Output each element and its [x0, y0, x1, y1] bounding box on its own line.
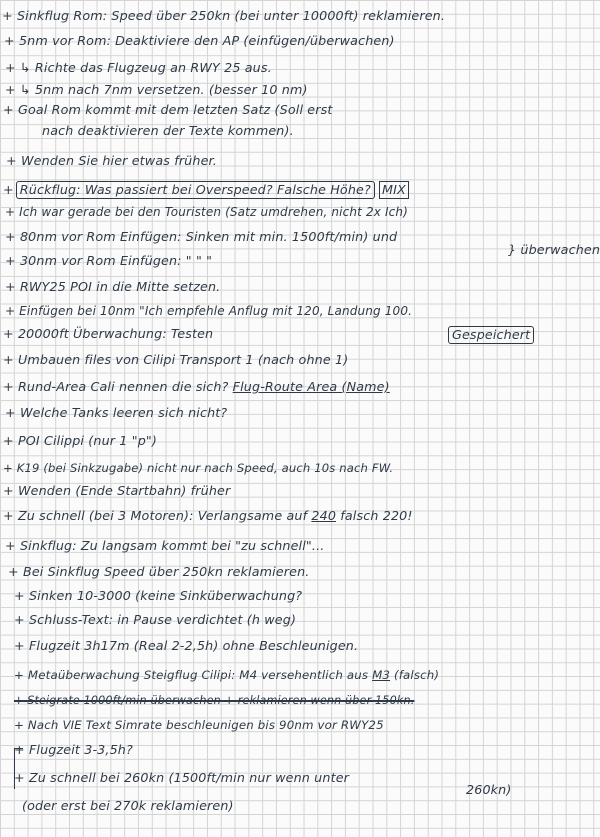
note-line-brace: } überwachen [508, 242, 600, 257]
speed-240: 240 [311, 508, 337, 523]
note-line-boxed: + Rückflug: Was passiert bei Overspeed? Falsche Höhe? MIX [3, 181, 600, 199]
note-line: + Rund-Area Cali nennen die sich? Flug-Route Area (Name) [3, 379, 390, 394]
flug-route-area: Flug-Route Area (Name) [232, 379, 390, 394]
note-line: + POI Cilippi (nur 1 "p") [3, 433, 157, 448]
note-line: + Schluss-Text: in Pause verdichtet (h weg) [14, 612, 297, 627]
note-line: 260kn) [466, 782, 512, 797]
note-line: + ↳ 5nm nach 7nm versetzen. (besser 10 nm) [5, 82, 308, 97]
note-line: + Zu schnell bei 260kn (1500ft/min nur wenn unter [14, 770, 350, 785]
note-line: + Ich war gerade bei den Touristen (Satz umdrehen, nicht 2x Ich) [5, 205, 408, 219]
note-line: + Nach VIE Text Simrate beschleunigen bis 90nm vor RWY25 [14, 718, 384, 732]
gespeichert-box: Gespeichert [448, 326, 534, 344]
note-line: + 80nm vor Rom Einfügen: Sinken mit min. 1500ft/min) und [5, 229, 398, 244]
note-line: + Metaüberwachung Steigflug Cilipi: M4 versehentlich aus M3 (falsch) [14, 668, 440, 682]
note-line-boxed [448, 326, 600, 344]
note-line: + Flugzeit 3h17m (Real 2-2,5h) ohne Beschleunigen. [14, 638, 359, 653]
mix-box: MIX [379, 181, 409, 199]
note-line: + Bei Sinkflug Speed über 250kn reklamieren. [8, 564, 310, 579]
note-line: + 30nm vor Rom Einfügen: " " " [5, 253, 213, 268]
note-line: + Sinkflug Rom: Speed über 250kn (bei unter 10000ft) reklamieren. [2, 8, 446, 23]
note-line: + Wenden (Ende Startbahn) früher [3, 483, 231, 498]
note-line: + ↳ Richte das Flugzeug an RWY 25 aus. [5, 60, 272, 75]
note-line: + Sinken 10-3000 (keine Sinküberwachung? [14, 588, 303, 603]
note-line: + Flugzeit 3-3,5h? [14, 742, 133, 757]
note-line: + Welche Tanks leeren sich nicht? [5, 405, 228, 420]
note-line: + Goal Rom kommt mit dem letzten Satz (Soll erst [3, 102, 333, 117]
note-line: + K19 (bei Sinkzugabe) nicht nur nach Speed, auch 10s nach FW. [3, 461, 394, 475]
note-line-struck: + Steigrate 1000ft/min überwachen + reklamieren wenn über 150kn. [14, 694, 415, 707]
note-line: (oder erst bei 270k reklamieren) [22, 798, 234, 813]
note-line: + 20000ft Überwachung: Testen [3, 326, 214, 341]
note-line: nach deaktivieren der Texte kommen). [42, 123, 294, 138]
note-line: + Sinkflug: Zu langsam kommt bei "zu schnell"... [5, 538, 325, 553]
falsch-220: falsch 220! [340, 508, 413, 523]
rueckflug-box: Rückflug: Was passiert bei Overspeed? Falsche Höhe? [16, 181, 375, 199]
bracket-mark [14, 748, 23, 789]
note-line: + Umbauen files von Cilipi Transport 1 (nach ohne 1) [3, 352, 349, 367]
note-line: + 5nm vor Rom: Deaktiviere den AP (einfügen/überwachen) [4, 33, 395, 48]
note-line: + Zu schnell (bei 3 Motoren): Verlangsame auf 240 falsch 220! [3, 508, 413, 523]
note-line: + Wenden Sie hier etwas früher. [6, 153, 217, 168]
m3-value: M3 [372, 668, 391, 682]
note-line: + RWY25 POI in die Mitte setzen. [5, 279, 221, 294]
note-line: + Einfügen bei 10nm "Ich empfehle Anflug mit 120, Landung 100. [5, 304, 413, 318]
